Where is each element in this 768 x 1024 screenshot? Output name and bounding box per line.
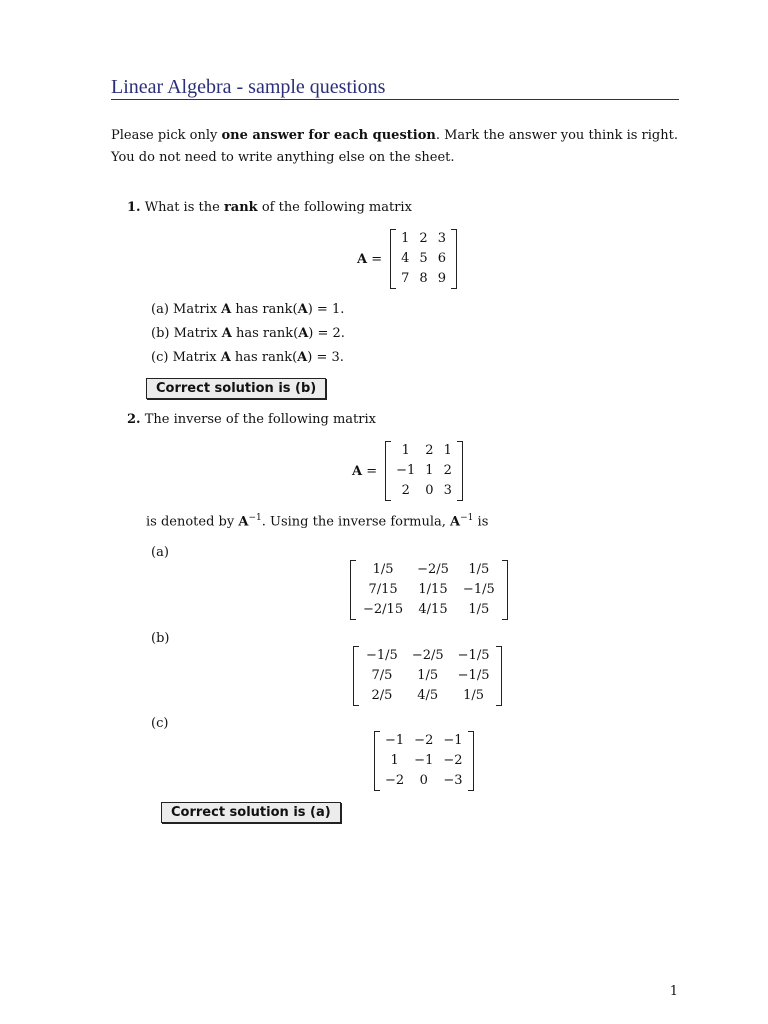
option-text: Matrix	[173, 326, 222, 341]
matrix-cell: 1/5	[463, 688, 485, 703]
option-bold: A	[220, 350, 231, 365]
matrix-cell: 4/5	[417, 688, 439, 703]
title-underline	[111, 99, 679, 100]
matrix-cell: 1/15	[418, 582, 448, 597]
matrix-row	[391, 441, 457, 461]
matrix-cell: 1/5	[468, 562, 490, 577]
matrix-cell: 2	[425, 443, 434, 458]
matrix-cell: 1	[443, 443, 452, 458]
question-2-followup-text	[146, 513, 488, 529]
matrix-cell: 4	[401, 251, 410, 266]
question-2-matrix	[391, 441, 457, 501]
matrix-lhs	[357, 252, 382, 267]
question-1-text-bold: rank	[223, 200, 258, 215]
option-bold: A	[221, 326, 232, 341]
matrix-cell: 2	[443, 463, 452, 478]
matrix-cell: 7	[401, 271, 410, 286]
matrix-row	[396, 249, 451, 269]
question-2-answer-box: Correct solution is (a)	[161, 802, 341, 823]
matrix-row	[359, 666, 496, 686]
question-2-option-b-matrix	[353, 646, 502, 706]
option-matrix	[359, 646, 496, 706]
matrix-row	[359, 646, 496, 666]
matrix-cell: 2	[401, 483, 410, 498]
question-2-option-c-label[interactable]: (c)	[151, 716, 169, 731]
matrix-cell: −1/5	[366, 648, 398, 663]
matrix-cell: 9	[437, 271, 446, 286]
matrix-cell: −1	[385, 733, 405, 748]
matrix-row	[380, 731, 468, 751]
matrix-cell: −1/5	[457, 668, 490, 683]
matrix-lhs-equals: =	[367, 251, 383, 267]
right-bracket	[502, 560, 508, 620]
matrix-cell: 6	[437, 251, 446, 266]
question-1-number: 1.	[127, 200, 141, 215]
matrix-cell: 3	[443, 483, 452, 498]
matrix-cell: −2	[385, 773, 405, 788]
matrix-cell: −2	[414, 733, 434, 748]
matrix-cell: −1/5	[457, 648, 490, 663]
right-bracket	[457, 441, 463, 501]
matrix-cell: −2	[443, 753, 463, 768]
option-text: has rank(	[231, 326, 299, 341]
matrix-cell: 7/5	[371, 668, 393, 683]
option-text: Matrix	[173, 302, 222, 317]
followup-text: . Using the inverse formula,	[261, 514, 451, 530]
question-2-option-c-matrix	[374, 731, 474, 791]
matrix-cell: 1	[425, 463, 434, 478]
option-bold: A	[298, 326, 309, 341]
question-2-text	[127, 412, 376, 427]
matrix-cell: 2/5	[371, 688, 393, 703]
option-text: ) = 2.	[308, 326, 345, 341]
option-bold: A	[221, 302, 232, 317]
intro-text-post: . Mark the answer you think is right. You do not need to write anything else on the sheet.	[111, 128, 678, 165]
option-text: ) = 1.	[307, 302, 345, 317]
matrix-row	[396, 269, 451, 289]
matrix-cell: 0	[419, 773, 428, 788]
option-text: Matrix	[172, 350, 221, 365]
matrix-row	[380, 771, 468, 791]
matrix-row	[396, 229, 451, 249]
question-2-option-b-label[interactable]: (b)	[151, 631, 170, 646]
page-number: 1	[669, 984, 678, 999]
right-bracket	[451, 229, 457, 289]
matrix-cell: 1	[401, 443, 410, 458]
matrix-cell: −3	[443, 773, 463, 788]
question-2-option-a-label[interactable]: (a)	[151, 545, 169, 560]
question-1-matrix-equation	[357, 229, 457, 289]
matrix-cell: −1	[396, 463, 416, 478]
matrix-cell: −1	[414, 753, 434, 768]
matrix-row	[356, 580, 502, 600]
question-1-text-pre: What is the	[144, 200, 224, 215]
question-1-matrix	[396, 229, 451, 289]
intro-text-pre: Please pick only	[111, 128, 222, 143]
followup-superscript: −1	[248, 513, 262, 523]
question-1-text-post: of the following matrix	[257, 200, 412, 215]
page-title: Linear Algebra - sample questions	[111, 76, 386, 98]
question-1-answer-box: Correct solution is (b)	[146, 378, 326, 399]
matrix-row	[356, 600, 502, 620]
followup-text: is	[473, 514, 489, 530]
option-bold: A	[297, 302, 308, 317]
matrix-cell: −2/15	[363, 602, 404, 617]
question-2-text-body: The inverse of the following matrix	[144, 412, 376, 427]
right-bracket	[468, 731, 474, 791]
followup-bold: A	[238, 514, 249, 530]
followup-text: is denoted by	[146, 514, 239, 530]
matrix-row	[391, 481, 457, 501]
matrix-cell: 1/5	[417, 668, 439, 683]
question-1-option-c[interactable]	[151, 350, 344, 365]
intro-text-bold: one answer for each question	[221, 128, 436, 143]
intro-paragraph	[111, 125, 681, 169]
matrix-cell: 8	[419, 271, 428, 286]
option-label: (c)	[151, 350, 169, 365]
matrix-cell: 0	[425, 483, 434, 498]
option-matrix	[356, 560, 502, 620]
option-text: has rank(	[231, 302, 298, 317]
question-2-number: 2.	[127, 412, 141, 427]
matrix-cell: 2	[419, 231, 428, 246]
matrix-cell: −1/5	[462, 582, 495, 597]
matrix-lhs-symbol: A	[352, 463, 363, 479]
matrix-row	[380, 751, 468, 771]
option-bold: A	[297, 350, 308, 365]
matrix-cell: −2/5	[417, 562, 449, 577]
question-1-option-b[interactable]	[151, 326, 345, 341]
option-matrix	[380, 731, 468, 791]
followup-superscript: −1	[460, 513, 474, 523]
matrix-row	[359, 686, 496, 706]
matrix-lhs-equals: =	[362, 463, 378, 479]
matrix-cell: 1	[401, 231, 410, 246]
matrix-cell: 5	[419, 251, 428, 266]
matrix-cell: 3	[437, 231, 446, 246]
question-1-text	[127, 200, 412, 215]
matrix-row	[356, 560, 502, 580]
matrix-cell: 4/15	[418, 602, 448, 617]
option-label: (a)	[151, 302, 169, 317]
question-1-option-a[interactable]	[151, 302, 344, 317]
option-text: ) = 3.	[307, 350, 344, 365]
matrix-cell: −2/5	[411, 648, 444, 663]
matrix-cell: 7/15	[368, 582, 398, 597]
matrix-cell: 1/5	[372, 562, 394, 577]
matrix-cell: −1	[443, 733, 463, 748]
followup-bold: A	[450, 514, 461, 530]
matrix-row	[391, 461, 457, 481]
right-bracket	[496, 646, 502, 706]
question-2-option-a-matrix	[350, 560, 508, 620]
option-text: has rank(	[230, 350, 298, 365]
matrix-lhs-symbol: A	[357, 251, 368, 267]
matrix-cell: 1/5	[468, 602, 490, 617]
question-2-matrix-equation	[352, 441, 463, 501]
matrix-lhs	[352, 464, 377, 479]
matrix-cell: 1	[390, 753, 399, 768]
option-label: (b)	[151, 326, 170, 341]
